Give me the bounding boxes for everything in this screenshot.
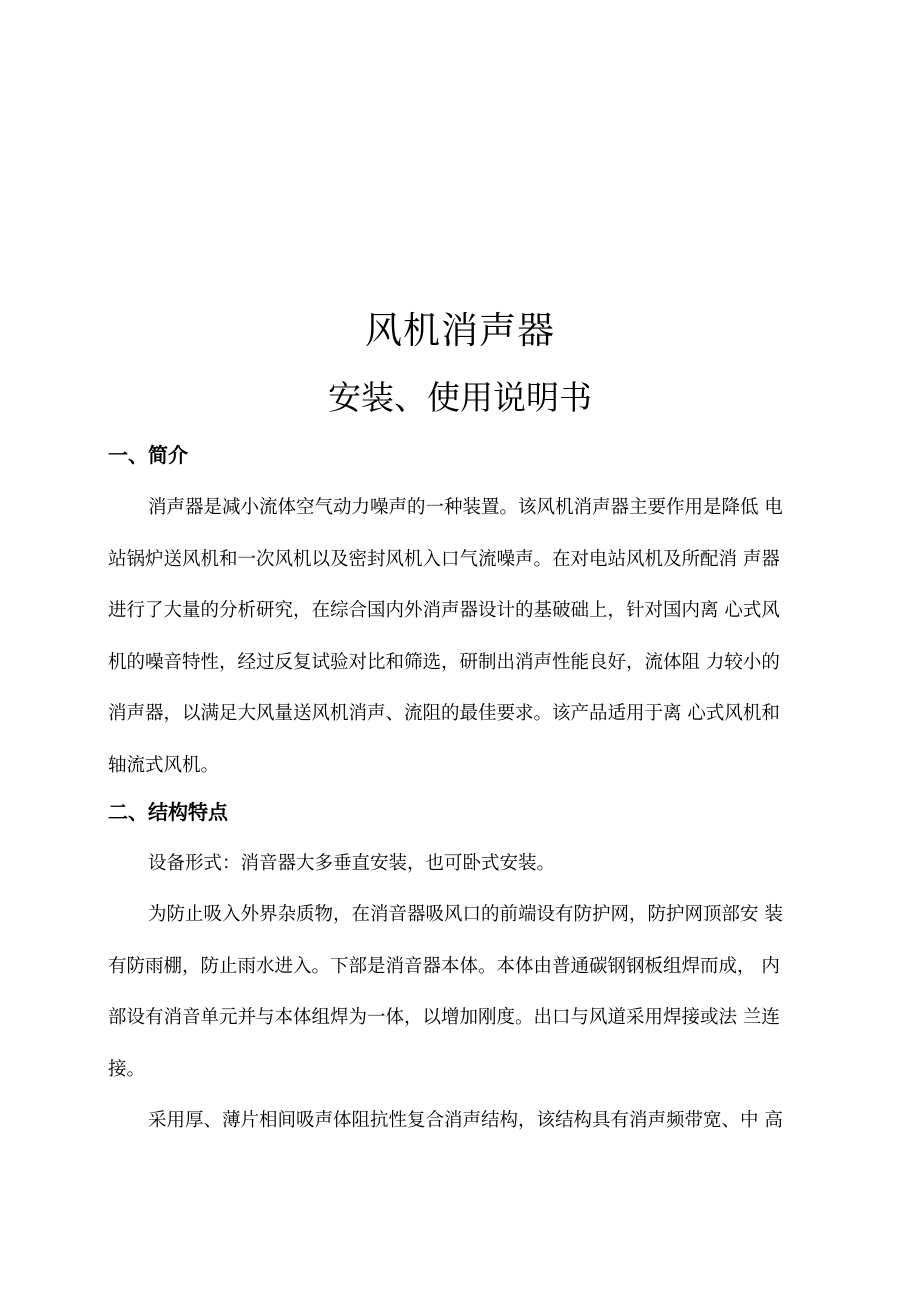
paragraph-line: 接。 [108,1058,146,1080]
paragraph-line: 有防雨棚，防止雨水进入。下部是消音器本体。本体由普通碳钢钢板组焊而成， 内 [108,955,780,977]
paragraph-line: 设备形式：消音器大多垂直安装，也可卧式安装。 [148,853,556,874]
paragraph-line: 机的噪音特性，经过反复试验对比和筛选，研制出消声性能良好，流体阻 力较小的 [108,651,780,673]
document-title: 风机消声器 [365,309,555,352]
structure-paragraph-design [108,1095,820,1147]
structure-paragraph-protection [108,889,820,1095]
paragraph-line: 消声器是减小流体空气动力噪声的一种装置。该风机消声器主要作用是降低 电 [148,497,783,518]
document-subtitle: 安装、使用说明书 [328,378,592,417]
paragraph-line: 消声器，以满足大风量送风机消声、流阻的最佳要求。该产品适用于离 心式风机和 [108,703,780,724]
paragraph-line: 为防止吸入外界杂质物，在消音器吸风口的前端设有防护网，防护网顶部安 装 [148,904,783,925]
intro-paragraph [108,482,820,791]
paragraph-line: 轴流式风机。 [108,754,220,776]
section-heading-intro: 一、简介 [108,443,188,467]
section-heading-structure: 二、结构特点 [108,800,228,824]
paragraph-line: 采用厚、薄片相间吸声体阻抗性复合消声结构，该结构具有消声频带宽、中 高 [148,1110,783,1131]
paragraph-line: 部设有消音单元并与本体组焊为一体，以增加刚度。出口与风道采用焊接或法 兰连 [108,1007,780,1028]
paragraph-line: 站锅炉送风机和一次风机以及密封风机入口气流噪声。在对电站风机及所配消 声器 [108,548,780,570]
structure-paragraph-form [108,838,820,890]
paragraph-line: 进行了大量的分析研究，在综合国内外消声器设计的基破础上，针对国内离 心式风 [108,600,780,621]
